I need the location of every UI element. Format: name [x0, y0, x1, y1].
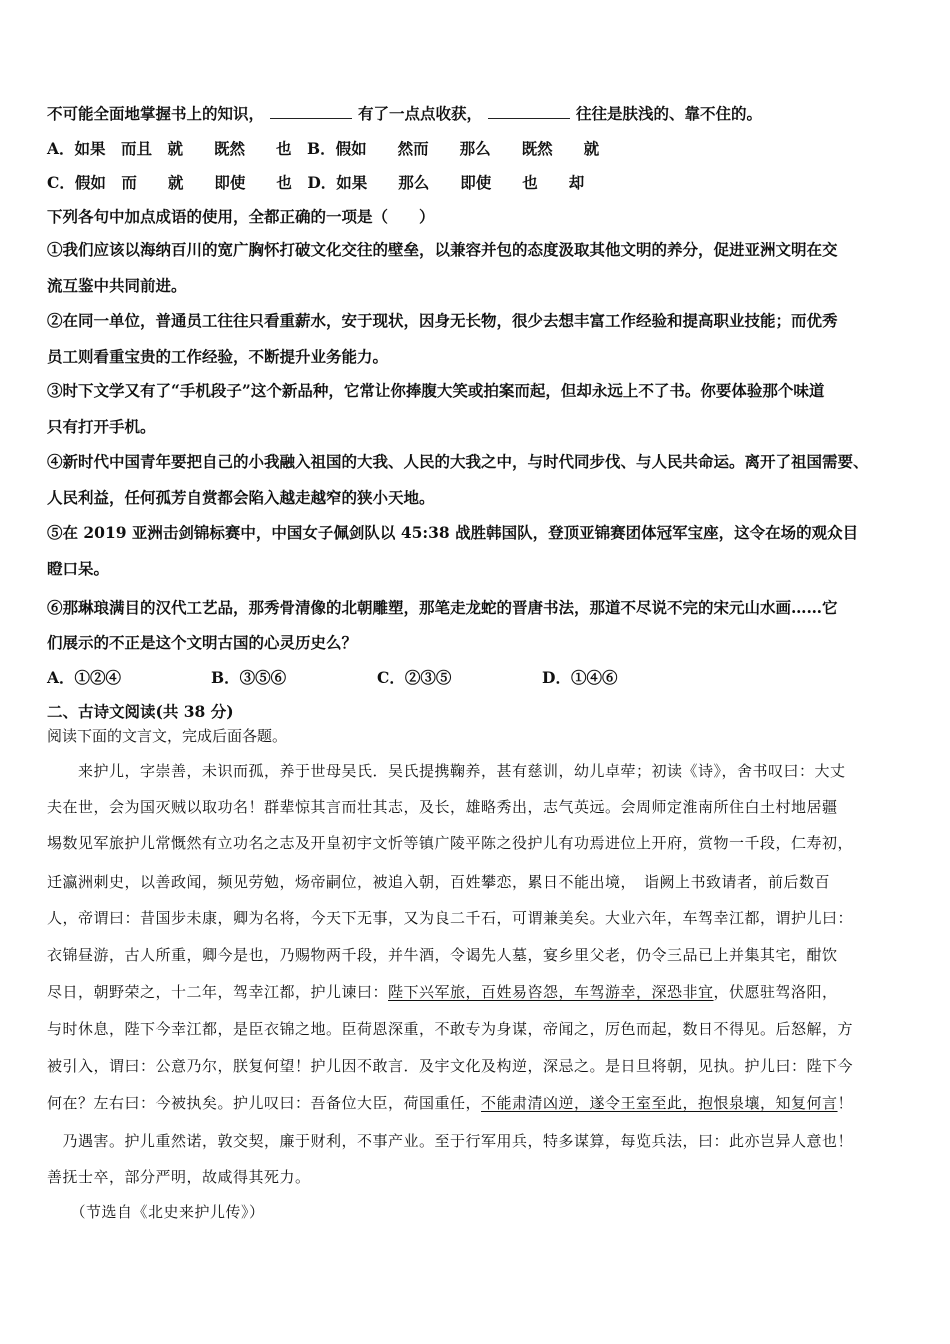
answer-blank-1 [270, 106, 352, 119]
passage-source: （节选自《北史来护儿传》） [47, 1203, 265, 1221]
idiom-item-5: ⑤在 2019 亚洲击剑锦标赛中，中国女子佩剑队以 45:38 战胜韩国队，登顶亚锦赛团体冠军宝座，这令在场的观众目 [47, 523, 859, 542]
idiom-item-4-cont: 人民利益，任何孤芳自赏都会陷入越走越窄的狭小天地。 [47, 488, 435, 507]
idiom-item-2-cont: 员工则看重宝贵的工作经验，不断提升业务能力。 [47, 347, 389, 366]
idiom-option-a: A．①②④ [47, 668, 122, 687]
idiom-item-4: ④新时代中国青年要把自己的小我融入祖国的大我、人民的大我之中，与时代同步伐、与人民共命运。离开了祖国需要、 [47, 452, 869, 471]
passage-line: 来护儿，字崇善，未识而孤，养于世母吴氏．吴氏提携鞠养，甚有慈训，幼儿卓荦；初读《诗》，舍书叹曰：大丈 [47, 762, 846, 780]
section-instruction: 阅读下面的文言文，完成后面各题。 [47, 727, 288, 745]
connectives-stem [47, 102, 762, 124]
stem-part-1: 不可能全面地掌握书上的知识， [47, 104, 265, 123]
idiom-item-6: ⑥那琳琅满目的汉代工艺品，那秀骨清像的北朝雕塑，那笔走龙蛇的晋唐书法，那道不尽说不完的宋元山水画……它 [47, 598, 838, 617]
connectives-options-cd: C．假如 而 就 即使 也 D．如果 那么 即使 也 却 [47, 173, 585, 192]
idiom-option-b: B．③⑤⑥ [211, 668, 287, 687]
underlined-sentence-1: 陛下兴军旅，百姓易咨怨，车驾游幸，深恐非宜 [388, 983, 714, 1001]
passage-line [47, 1092, 853, 1113]
idiom-item-5-cont: 瞪口呆。 [47, 559, 110, 578]
passage-line: 乃遇害。护儿重然诺，敦交契，廉于财利，不事产业。至于行军用兵，特多谋算，每览兵法，曰：此亦岂异人意也！ [47, 1132, 854, 1150]
idiom-option-d: D．①④⑥ [542, 668, 618, 687]
stem-part-3: 往往是肤浅的、靠不住的。 [576, 104, 763, 123]
passage-line: 善抚士卒，部分严明，故咸得其死力。 [47, 1168, 311, 1186]
passage-line: 与时休息，陛下今幸江都，是臣衣锦之地。臣荷恩深重，不敢专为身谋，帝闻之，厉色而起，数日不得见。后怒解，方 [47, 1020, 854, 1038]
passage-line: 夫在世，会为国灭贼以取功名！群辈惊其言而壮其志，及长，雄略秀出，志气英远。会周师定淮南所住白土村地居疆 [47, 798, 838, 816]
idiom-item-3-cont: 只有打开手机。 [47, 417, 156, 436]
idiom-item-1: ①我们应该以海纳百川的宽广胸怀打破文化交往的壁垒，以兼容并包的态度汲取其他文明的养分，促进亚洲文明在交 [47, 240, 838, 259]
passage-line: 迁瀛洲刺史，以善政闻，频见劳勉，炀帝嗣位，被追入朝，百姓攀恋，累日不能出境， 诣阙上书致请者，前后数百 [47, 873, 831, 891]
idiom-item-1-cont: 流互鉴中共同前进。 [47, 276, 187, 295]
passage-text: ，伏愿驻驾洛阳， [713, 983, 838, 1001]
passage-line: 被引入，谓曰：公意乃尔，朕复何望！护儿因不敢言．及宇文化及构逆，深忌之。是日旦将朝，见执。护儿曰：陛下今 [47, 1057, 854, 1075]
passage-line [47, 981, 838, 1002]
idiom-item-6-cont: 们展示的不正是这个文明古国的心灵历史么？ [47, 633, 358, 652]
answer-blank-2 [488, 106, 570, 119]
stem-part-2: 有了一点点收获， [358, 104, 483, 123]
section-heading: 二、古诗文阅读(共 38 分) [47, 702, 234, 721]
connectives-options-ab: A．如果 而且 就 既然 也 B．假如 然而 那么 既然 就 [47, 139, 600, 158]
passage-text: 何在？左右曰：今被执矣。护儿叹曰：吾备位大臣，荷国重任， [47, 1094, 482, 1112]
underlined-sentence-2: 不能肃清凶逆，遂令王室至此，抱恨泉壤，知复何言 [481, 1094, 838, 1112]
passage-line: 人，帝谓曰：昔国步未康，卿为名将，今天下无事，又为良二千石，可谓兼美矣。大业六年，车驾幸江都，谓护儿曰： [47, 909, 854, 927]
passage-line: 衣锦昼游，古人所重，卿今是也，乃赐物两千段，并牛酒，令谒先人墓，宴乡里父老，仍令三品已上并集其宅，酣饮 [47, 946, 838, 964]
idioms-stem: 下列各句中加点成语的使用，全都正确的一项是（ ） [47, 207, 435, 226]
passage-text: ！ [837, 1094, 854, 1112]
passage-text: 尽日，朝野荣之，十二年，驾幸江都，护儿谏曰： [47, 983, 389, 1001]
idiom-item-3: ③时下文学又有了“手机段子”这个新品种，它常让你捧腹大笑或拍案而起，但却永远上不了书。你要体验那个味道 [47, 381, 825, 400]
idiom-option-c: C．②③⑤ [377, 668, 452, 687]
passage-line: 埸数见军旅护儿常慨然有立功名之志及开皇初宇文忻等镇广陵平陈之役护儿有功焉进位上开府，赏物一千段，仁寿初， [47, 834, 854, 852]
idiom-item-2: ②在同一单位，普通员工往往只看重薪水，安于现状，因身无长物，很少去想丰富工作经验和提高职业技能；而优秀 [47, 311, 838, 330]
